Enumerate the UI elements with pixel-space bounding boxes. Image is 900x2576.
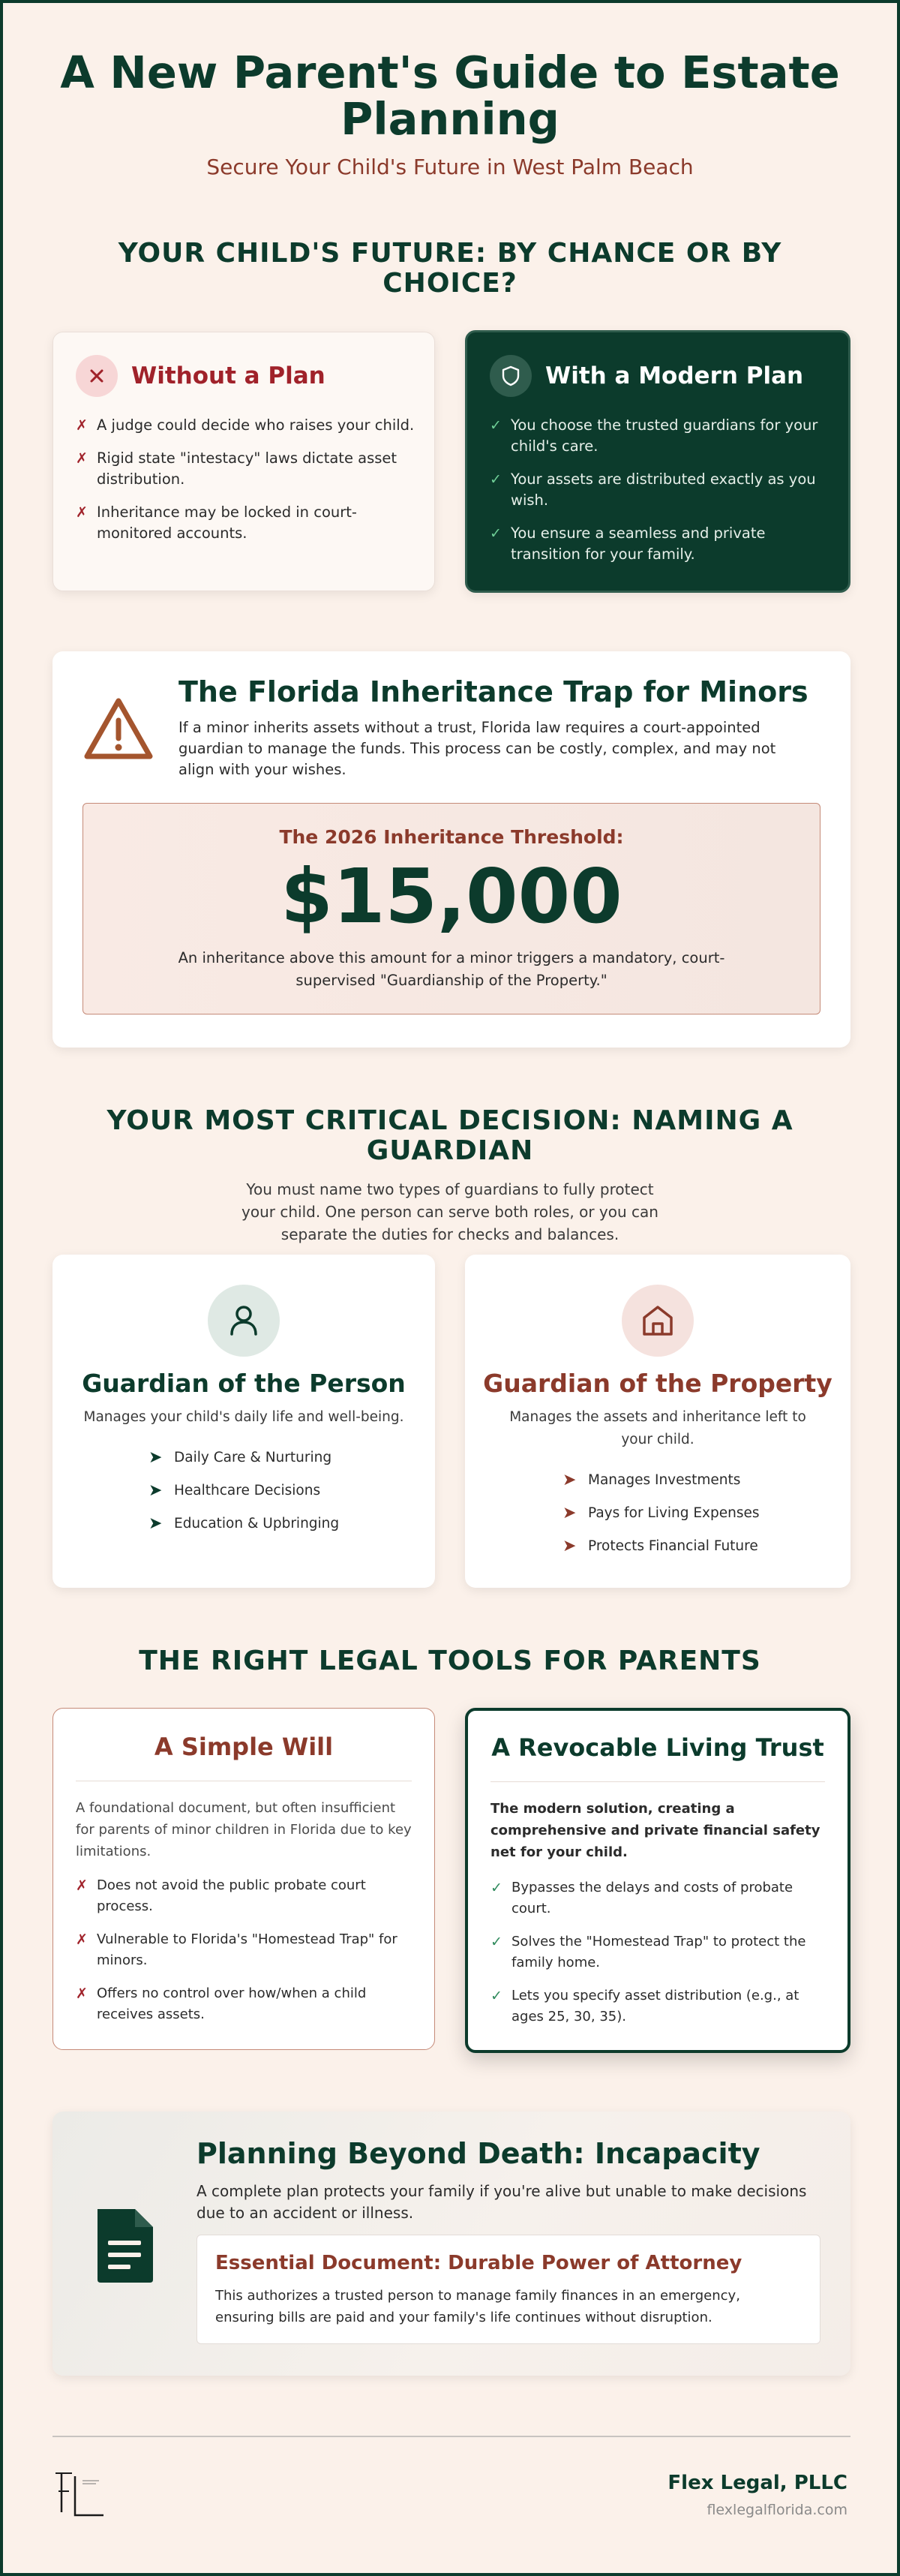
list-item: ✓ Your assets are distributed exactly as you wish. bbox=[490, 470, 816, 509]
check-icon: ✓ bbox=[490, 1988, 502, 2004]
without-plan-title: Without a Plan bbox=[131, 362, 326, 389]
cross-icon: ✗ bbox=[76, 504, 88, 521]
check-icon: ✓ bbox=[490, 471, 502, 488]
cross-icon: ✗ bbox=[76, 1931, 88, 1948]
person-icon bbox=[208, 1285, 280, 1357]
list-item: ➤ Pays for Living Expenses bbox=[562, 1503, 760, 1522]
threshold-box bbox=[82, 803, 820, 1014]
guardian-person-title: Guardian of the Person bbox=[82, 1369, 406, 1398]
threshold-amount: $15,000 bbox=[280, 852, 622, 940]
list-item: ✗ Offers no control over how/when a child receives assets. bbox=[76, 1983, 415, 2025]
incapacity-card bbox=[52, 2112, 850, 2376]
x-icon bbox=[76, 355, 118, 397]
guardian-heading: YOUR MOST CRITICAL DECISION: NAMING A GUARDIAN bbox=[106, 1105, 794, 1166]
footer-divider bbox=[52, 2436, 850, 2437]
shield-icon bbox=[490, 355, 532, 397]
list-item: ✗ Inheritance may be locked in court-monitored accounts. bbox=[76, 503, 357, 542]
page-subtitle: Secure Your Child's Future in West Palm Beach bbox=[206, 155, 694, 179]
cross-icon: ✗ bbox=[76, 1985, 88, 2002]
list-item: ✗ Does not avoid the public probate court process. bbox=[76, 1875, 415, 1917]
arrow-icon: ➤ bbox=[562, 1503, 577, 1522]
threshold-label: The 2026 Inheritance Threshold: bbox=[279, 826, 624, 848]
arrow-icon: ➤ bbox=[562, 1536, 577, 1556]
incapacity-title: Planning Beyond Death: Incapacity bbox=[196, 2137, 760, 2170]
trap-title: The Florida Inheritance Trap for Minors bbox=[178, 675, 808, 708]
will-title: A Simple Will bbox=[154, 1733, 334, 1761]
will-desc: A foundational document, but often insufficient for parents of minor children in Florida due to key limitations. bbox=[76, 1800, 412, 1859]
arrow-icon: ➤ bbox=[148, 1447, 163, 1467]
arrow-icon: ➤ bbox=[148, 1513, 163, 1533]
poa-title: Essential Document: Durable Power of Attorney bbox=[215, 2252, 742, 2274]
list-item: ➤ Healthcare Decisions bbox=[148, 1480, 321, 1500]
guardian-intro: You must name two types of guardians to fully protect your child. One person can serve both roles, or you can separate the duties for checks and balances. bbox=[242, 1180, 658, 1243]
check-icon: ✓ bbox=[490, 525, 502, 542]
tools-heading: THE RIGHT LEGAL TOOLS FOR PARENTS bbox=[139, 1646, 761, 1676]
list-item: ✓ Lets you specify asset distribution (e.g., at ages 25, 30, 35). bbox=[490, 1985, 828, 2027]
cross-icon: ✗ bbox=[76, 417, 88, 434]
trust-title: A Revocable Living Trust bbox=[491, 1733, 824, 1762]
trust-desc: The modern solution, creating a comprehensive and private financial safety net for your child. bbox=[490, 1801, 820, 1860]
cross-icon: ✗ bbox=[76, 450, 88, 467]
arrow-icon: ➤ bbox=[148, 1480, 163, 1500]
poa-text: This authorizes a trusted person to manage family finances in an emergency, ensuring bills are paid and your family's life continues without disruption. bbox=[215, 2288, 740, 2325]
arrow-icon: ➤ bbox=[562, 1470, 577, 1489]
guardian-person-desc: Manages your child's daily life and well-being. bbox=[83, 1409, 404, 1425]
warning-icon bbox=[82, 696, 154, 764]
firm-logo bbox=[52, 2466, 112, 2529]
with-plan-card bbox=[465, 330, 850, 593]
list-item: ➤ Protects Financial Future bbox=[562, 1536, 758, 1556]
will-list bbox=[76, 1875, 415, 2037]
threshold-description: An inheritance above this amount for a minor triggers a mandatory, court-supervised "Guardianship of the Property." bbox=[178, 949, 725, 989]
power-of-attorney-box bbox=[196, 2235, 820, 2344]
list-item: ✓ Solves the "Homestead Trap" to protect the family home. bbox=[490, 1931, 828, 1973]
list-item: ✓ You choose the trusted guardians for your child's care. bbox=[490, 416, 818, 455]
house-icon bbox=[622, 1285, 694, 1357]
without-plan-card bbox=[52, 332, 435, 591]
page bbox=[3, 3, 897, 2573]
list-item: ➤ Education & Upbringing bbox=[148, 1513, 340, 1533]
firm-name: Flex Legal, PLLC bbox=[668, 2472, 848, 2494]
list-item: ✗ Rigid state "intestacy" laws dictate asset distribution. bbox=[76, 449, 398, 488]
with-plan-title: With a Modern Plan bbox=[545, 362, 804, 389]
cross-icon: ✗ bbox=[76, 1877, 88, 1894]
list-item: ➤ Manages Investments bbox=[562, 1470, 741, 1489]
list-item: ✓ Bypasses the delays and costs of probate court. bbox=[490, 1877, 828, 1919]
without-plan-list bbox=[76, 415, 415, 556]
list-item: ✗ Vulnerable to Florida's "Homestead Trap" for minors. bbox=[76, 1929, 415, 1971]
guardian-property-desc: Manages the assets and inheritance left to your child. bbox=[509, 1409, 806, 1447]
trap-text: If a minor inherits assets without a trust, Florida law requires a court-appointed guardian to manage the funds. This process can be costly, complex, and may not align with your wishes. bbox=[178, 719, 776, 778]
check-icon: ✓ bbox=[490, 417, 502, 434]
list-item: ✗ A judge could decide who raises your child. bbox=[76, 415, 415, 436]
guardian-person-list bbox=[148, 1441, 339, 1540]
firm-url[interactable]: flexlegalflorida.com bbox=[706, 2502, 848, 2518]
choice-heading: YOUR CHILD'S FUTURE: BY CHANCE OR BY CHOICE? bbox=[118, 238, 782, 299]
list-item: ➤ Daily Care & Nurturing bbox=[148, 1447, 332, 1467]
document-icon bbox=[90, 2205, 159, 2290]
guardian-property-list bbox=[562, 1463, 759, 1562]
page-title: A New Parent's Guide to Estate Planning bbox=[60, 47, 840, 145]
guardian-property-card bbox=[465, 1255, 850, 1588]
inheritance-trap-card bbox=[52, 651, 850, 1048]
trust-list bbox=[490, 1877, 828, 2039]
list-item: ✓ You ensure a seamless and private transition for your family. bbox=[490, 525, 766, 563]
check-icon: ✓ bbox=[490, 1880, 502, 1896]
simple-will-card bbox=[52, 1708, 435, 2050]
guardian-person-card bbox=[52, 1255, 435, 1588]
check-icon: ✓ bbox=[490, 1934, 502, 1950]
divider bbox=[490, 1781, 825, 1782]
incapacity-text: A complete plan protects your family if you're alive but unable to make decisions due to an accident or illness. bbox=[196, 2182, 807, 2222]
guardian-property-title: Guardian of the Property bbox=[483, 1369, 832, 1398]
living-trust-card bbox=[465, 1708, 850, 2053]
with-plan-list bbox=[490, 415, 829, 577]
